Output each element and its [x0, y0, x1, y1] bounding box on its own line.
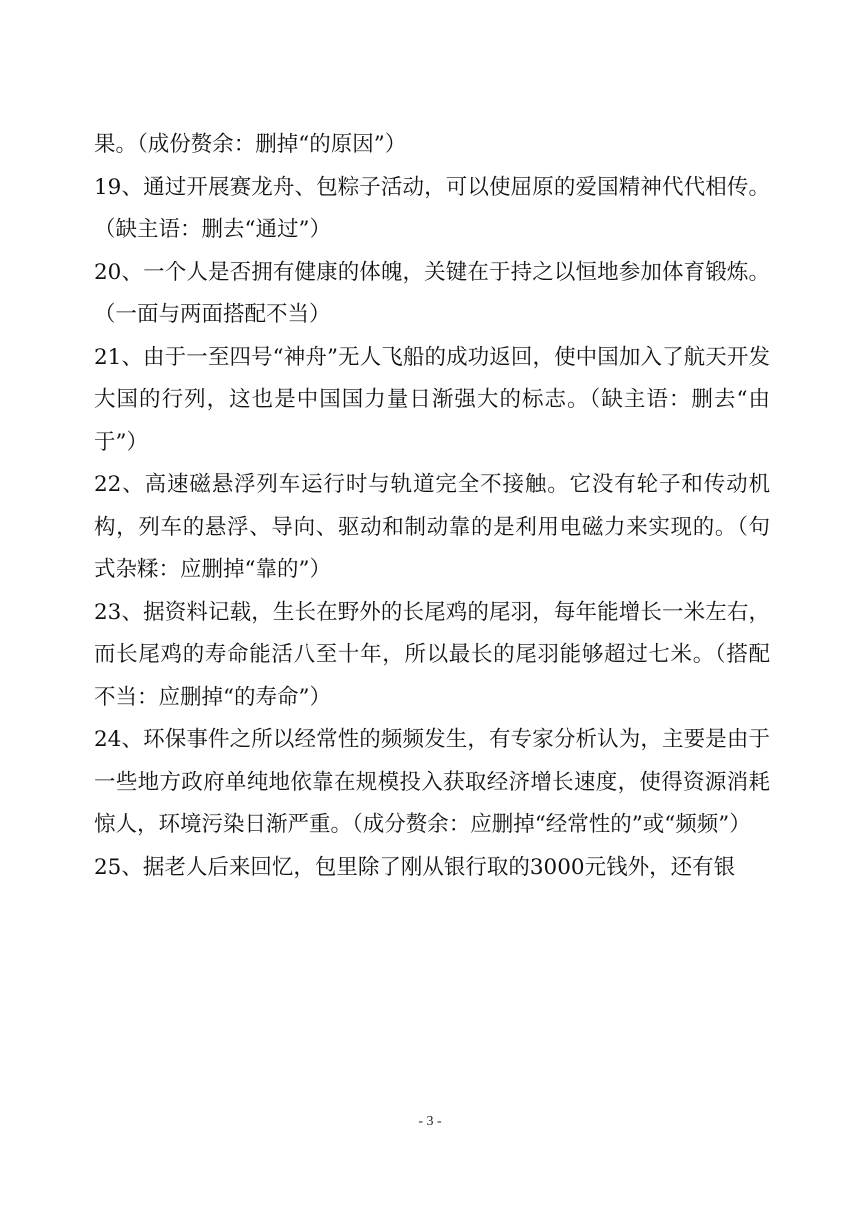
page-number: - 3 -	[418, 1114, 442, 1129]
body-text	[94, 124, 770, 889]
paragraph-item-22: 22、高速磁悬浮列车运行时与轨道完全不接触。它没有轮子和传动机构，列车的悬浮、导向、驱动和制动靠的是利用电磁力来实现的。（句式杂糅：应删掉“靠的”）	[94, 472, 770, 582]
paragraph-item-19: 19、通过开展赛龙舟、包粽子活动，可以使屈原的爱国精神代代相传。（缺主语：删去“通过”）	[94, 174, 770, 242]
paragraph-item-24: 24、环保事件之所以经常性的频频发生，有专家分析认为，主要是由于一些地方政府单纯地依靠在规模投入获取经济增长速度，使得资源消耗惊人，环境污染日渐严重。（成分赘余：应删掉“经常性的”或“频频”）	[94, 727, 770, 837]
paragraph-item-25: 25、据老人后来回忆，包里除了刚从银行取的3000元钱外，还有银	[94, 854, 736, 880]
paragraph-item-21: 21、由于一至四号“神舟”无人飞船的成功返回，使中国加入了航天开发大国的行列，这也是中国国力量日渐强大的标志。（缺主语：删去“由于”）	[94, 344, 770, 455]
paragraph-item-20: 20、一个人是否拥有健康的体魄，关键在于持之以恒地参加体育锻炼。（一面与两面搭配不当）	[94, 259, 770, 327]
paragraph-item-23: 23、据资料记载，生长在野外的长尾鸡的尾羽，每年能增长一米左右，而长尾鸡的寿命能活八至十年，所以最长的尾羽能够超过七米。（搭配不当：应删掉“的寿命”）	[94, 599, 770, 710]
paragraph-continuation: 果。（成份赘余：删掉“的原因”）	[94, 132, 407, 157]
